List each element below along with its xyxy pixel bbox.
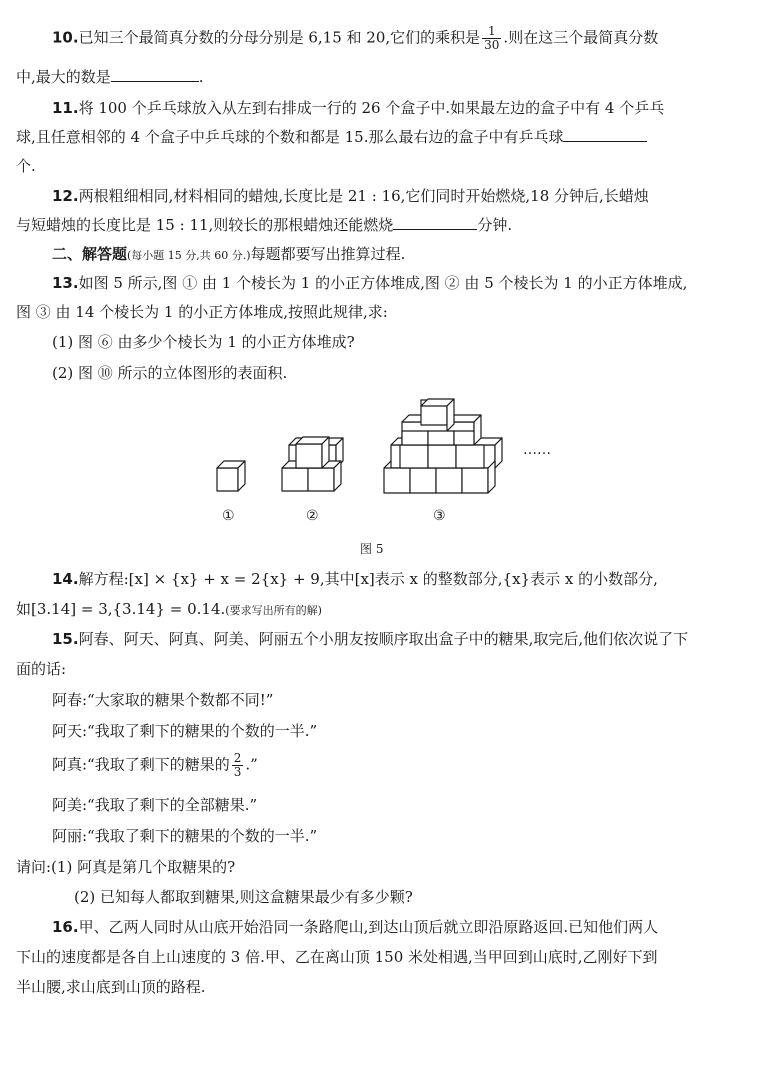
q15-statement-3 <box>52 752 752 779</box>
q15-statement-5 <box>52 825 752 847</box>
q15-text-1: 阿春、阿天、阿真、阿美、阿丽五个小朋友按顺序取出盒子中的糖果,取完后,他们依次说了下 <box>78 630 689 648</box>
q13-sub2 <box>52 362 752 384</box>
q16-text-1: 甲、乙两人同时从山底开始沿同一条路爬山,到达山顶后就立即沿原路返回.已知他们两人 <box>78 918 659 936</box>
q14-line2 <box>16 598 752 622</box>
q13-line2 <box>16 301 752 323</box>
q13-sub1 <box>52 331 752 353</box>
q11-answer-blank <box>563 127 647 142</box>
q15-number: 15. <box>52 630 79 648</box>
q13-number: 13. <box>52 274 79 292</box>
figure-caption: 图 5 <box>360 542 384 556</box>
q15-text-2: 面的话: <box>16 660 67 678</box>
q16-line2 <box>16 946 752 968</box>
q12-text-1: 两根粗细相同,材料相同的蜡烛,长度比是 21 : 16,它们同时开始燃烧,18 分钟后,长蜡烛 <box>78 187 649 205</box>
q15-statement-4 <box>52 794 752 816</box>
q15-frac-numerator: 2 <box>233 751 242 765</box>
q15-statement-2 <box>52 720 752 742</box>
q10-fraction <box>482 25 501 52</box>
q14-text-2: 如[3.14] = 3,{3.14} = 0.14. <box>16 600 226 618</box>
q15-line1 <box>52 628 752 650</box>
q12-number: 12. <box>52 187 79 205</box>
q11-text-2: 球,且任意相邻的 4 个盒子中乒乓球的个数和都是 15.那么最右边的盒子中有乒乓球 <box>16 128 564 146</box>
q14-line1 <box>52 568 752 590</box>
q15-s1: 阿春:“大家取的糖果个数都不同!” <box>52 691 274 709</box>
q12-line1 <box>52 185 752 207</box>
q11-text-3: 个. <box>16 157 36 175</box>
q16-line1 <box>52 916 752 938</box>
figure1-label: ① <box>222 508 235 524</box>
q10-line2-a: 中,最大的数是 <box>16 68 111 86</box>
q10-line1 <box>52 25 752 52</box>
q11-number: 11. <box>52 99 79 117</box>
q13-line1 <box>52 272 752 294</box>
figure3-cubes <box>384 399 502 493</box>
q15-fraction <box>232 752 244 779</box>
q12-line2 <box>16 214 752 236</box>
section2-text: 每题都要写出推算过程. <box>250 245 406 263</box>
q10-frac-denominator: 30 <box>484 38 500 52</box>
section2-note: (每小题 15 分,共 60 分.) <box>127 249 251 262</box>
q15-s2: 阿天:“我取了剩下的糖果的个数的一半.” <box>52 722 318 740</box>
q11-text-1: 将 100 个乒乓球放入从左到右排成一行的 26 个盒子中.如果最左边的盒子中有 4 个乒乓 <box>78 99 665 117</box>
q15-line2 <box>16 658 752 680</box>
q16-text-3: 半山腰,求山底到山顶的路程. <box>16 978 206 996</box>
figure-continuation-dots: …… <box>523 442 551 458</box>
q12-answer-blank <box>393 215 477 230</box>
q15-ask2: (2) 已知每人都取到糖果,则这盒糖果最少有多少颗? <box>74 888 413 906</box>
q12-text-2a: 与短蜡烛的长度比是 15 : 11,则较长的那根蜡烛还能燃烧 <box>16 216 394 234</box>
section2-heading <box>52 243 752 267</box>
q14-note: (要求写出所有的解) <box>225 604 322 617</box>
q10-line2 <box>16 66 752 88</box>
figure2-cubes <box>282 437 343 491</box>
q15-ask-1 <box>16 856 752 878</box>
q16-text-2: 下山的速度都是各自上山速度的 3 倍.甲、乙在离山顶 150 米处相遇,当甲回到山底时,乙刚好下到 <box>16 948 658 966</box>
q15-frac-denominator: 3 <box>233 765 242 779</box>
q12-text-2b: 分钟. <box>477 216 513 234</box>
q13-text-1: 如图 5 所示,图 ① 由 1 个棱长为 1 的小正方体堆成,图 ② 由 5 个棱长为 1 的小正方体堆成, <box>78 274 688 292</box>
q10-text-a: 已知三个最简真分数的分母分别是 6,15 和 20,它们的乘积是 <box>78 28 481 47</box>
q16-line3 <box>16 976 752 998</box>
q10-frac-numerator: 1 <box>482 25 501 39</box>
q11-line3 <box>16 155 752 177</box>
q14-number: 14. <box>52 570 79 588</box>
figure1-cubes <box>217 461 245 491</box>
q13-sub2-text: (2) 图 ⑩ 所示的立体图形的表面积. <box>52 364 288 382</box>
q11-line1 <box>52 97 752 119</box>
figure2-label: ② <box>306 508 319 524</box>
q15-s5: 阿丽:“我取了剩下的糖果的个数的一半.” <box>52 827 318 845</box>
q10-text-b: .则在这三个最简真分数 <box>503 28 659 47</box>
figure3-label: ③ <box>433 508 446 524</box>
q15-statement-1 <box>52 689 752 711</box>
q15-s3-b: .” <box>245 755 258 774</box>
q15-s4: 阿美:“我取了剩下的全部糖果.” <box>52 796 258 814</box>
q15-ask-2 <box>74 886 752 908</box>
q11-line2 <box>16 126 752 148</box>
q13-sub1-text: (1) 图 ⑥ 由多少个棱长为 1 的小正方体堆成? <box>52 333 355 351</box>
q16-number: 16. <box>52 918 79 936</box>
section2-title: 二、解答题 <box>52 245 128 263</box>
q15-s3-a: 阿真:“我取了剩下的糖果的 <box>52 755 230 774</box>
q10-line2-b: . <box>198 68 204 86</box>
q10-answer-blank <box>111 67 199 82</box>
cube-stack-figure <box>195 398 575 538</box>
q13-text-2: 图 ③ 由 14 个棱长为 1 的小正方体堆成,按照此规律,求: <box>16 303 388 321</box>
q10-number: 10. <box>52 28 79 47</box>
q14-text-1: 解方程:[x] × {x} + x = 2{x} + 9,其中[x]表示 x 的整数部分,{x}表示 x 的小数部分, <box>78 570 658 588</box>
q15-ask1: 请问:(1) 阿真是第几个取糖果的? <box>16 858 236 876</box>
